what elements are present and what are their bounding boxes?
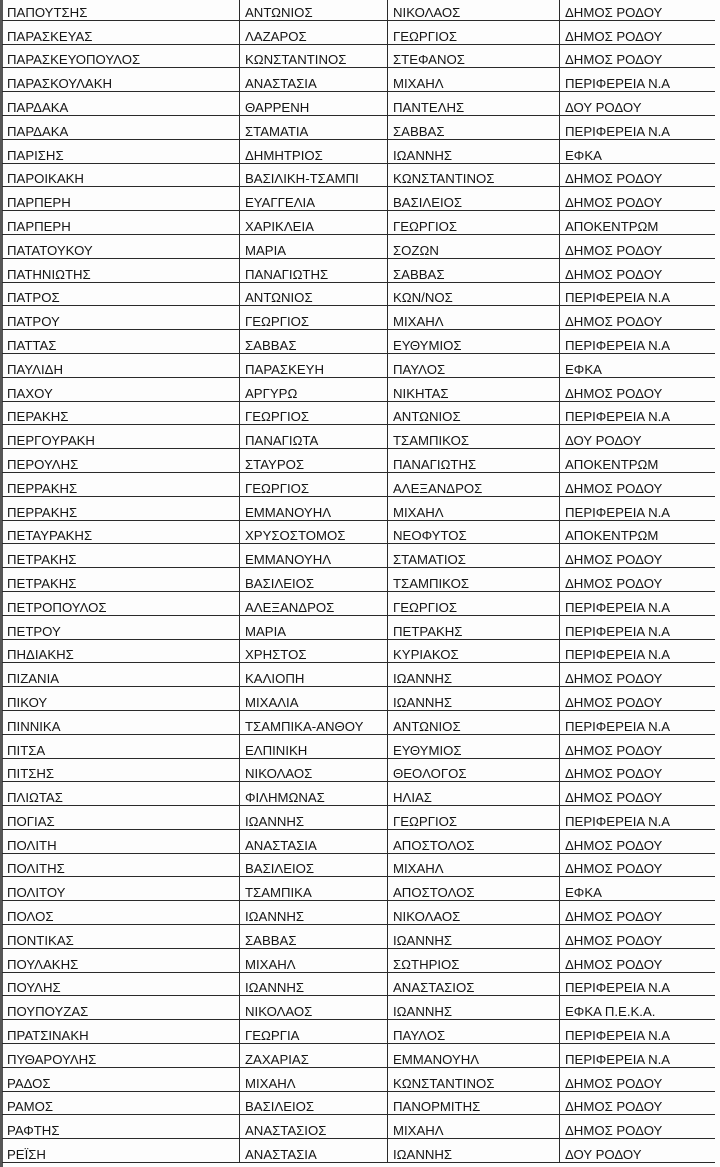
father-name-cell: ΝΙΚΗΤΑΣ <box>388 377 560 401</box>
father-name-cell: ΠΑΝΑΓΙΩΤΗΣ <box>388 449 560 473</box>
surname-cell: ΠΑΤΤΑΣ <box>2 330 240 354</box>
service-cell: ΕΦΚΑ <box>560 139 716 163</box>
first-name-cell: ΓΕΩΡΓΙΟΣ <box>240 401 388 425</box>
surname-cell: ΠΙΤΣΗΣ <box>2 758 240 782</box>
service-cell: ΕΦΚΑ <box>560 877 716 901</box>
father-name-cell: ΠΑΥΛΟΣ <box>388 1020 560 1044</box>
first-name-cell: ΧΡΗΣΤΟΣ <box>240 639 388 663</box>
service-cell: ΔΗΜΟΣ ΡΟΔΟΥ <box>560 234 716 258</box>
table-row <box>2 425 715 449</box>
surname-cell: ΠΛΙΩΤΑΣ <box>2 782 240 806</box>
service-cell: ΔΗΜΟΣ ΡΟΔΟΥ <box>560 758 716 782</box>
first-name-cell: ΚΑΛΙΟΠΗ <box>240 663 388 687</box>
surname-cell: ΠΕΤΡΑΚΗΣ <box>2 568 240 592</box>
service-cell: ΕΦΚΑ <box>560 353 716 377</box>
father-name-cell: ΑΠΟΣΤΟΛΟΣ <box>388 877 560 901</box>
service-cell: ΠΕΡΙΦΕΡΕΙΑ Ν.Α <box>560 972 716 996</box>
service-cell: ΠΕΡΙΦΕΡΕΙΑ Ν.Α <box>560 710 716 734</box>
father-name-cell: ΠΕΤΡΑΚΗΣ <box>388 615 560 639</box>
father-name-cell: ΠΑΥΛΟΣ <box>388 353 560 377</box>
table-row <box>2 234 715 258</box>
first-name-cell: ΒΑΣΙΛΕΙΟΣ <box>240 1091 388 1115</box>
surname-cell: ΠΑΠΟΥΤΣΗΣ <box>2 0 240 20</box>
first-name-cell: ΠΑΝΑΓΙΩΤΗΣ <box>240 258 388 282</box>
table-row <box>2 687 715 711</box>
father-name-cell: ΚΥΡΙΑΚΟΣ <box>388 639 560 663</box>
surname-cell: ΠΑΥΛΙΔΗ <box>2 353 240 377</box>
first-name-cell: ΣΑΒΒΑΣ <box>240 925 388 949</box>
first-name-cell: ΑΝΤΩΝΙΟΣ <box>240 282 388 306</box>
surname-cell: ΠΑΡΔΑΚΑ <box>2 115 240 139</box>
table-row <box>2 20 715 44</box>
first-name-cell: ΕΜΜΑΝΟΥΗΛ <box>240 544 388 568</box>
table-row <box>2 639 715 663</box>
table-row <box>2 925 715 949</box>
father-name-cell: ΜΙΧΑΗΛ <box>388 1115 560 1139</box>
service-cell: ΠΕΡΙΦΕΡΕΙΑ Ν.Α <box>560 282 716 306</box>
first-name-cell: ΓΕΩΡΓΙΟΣ <box>240 306 388 330</box>
father-name-cell: ΗΛΙΑΣ <box>388 782 560 806</box>
father-name-cell: ΙΩΑΝΝΗΣ <box>388 139 560 163</box>
service-cell: ΔΗΜΟΣ ΡΟΔΟΥ <box>560 829 716 853</box>
table-row <box>2 449 715 473</box>
father-name-cell: ΙΩΑΝΝΗΣ <box>388 996 560 1020</box>
service-cell: ΔΗΜΟΣ ΡΟΔΟΥ <box>560 1091 716 1115</box>
father-name-cell: ΜΙΧΑΗΛ <box>388 496 560 520</box>
table-row <box>2 211 715 235</box>
table-row <box>2 1067 715 1091</box>
table-row <box>2 306 715 330</box>
father-name-cell: ΣΟΖΩΝ <box>388 234 560 258</box>
table-row <box>2 996 715 1020</box>
surname-cell: ΠΟΛΙΤΗΣ <box>2 853 240 877</box>
first-name-cell: ΜΑΡΙΑ <box>240 615 388 639</box>
first-name-cell: ΑΝΑΣΤΑΣΙΑ <box>240 829 388 853</box>
table-row <box>2 877 715 901</box>
first-name-cell: ΧΡΥΣΟΣΤΟΜΟΣ <box>240 520 388 544</box>
table-row <box>2 1044 715 1068</box>
service-cell: ΔΗΜΟΣ ΡΟΔΟΥ <box>560 544 716 568</box>
father-name-cell: ΕΥΘΥΜΙΟΣ <box>388 330 560 354</box>
service-cell: ΔΗΜΟΣ ΡΟΔΟΥ <box>560 163 716 187</box>
service-cell: ΔΗΜΟΣ ΡΟΔΟΥ <box>560 306 716 330</box>
surname-cell: ΠΑΡΔΑΚΑ <box>2 92 240 116</box>
surname-cell: ΠΕΤΡΟΥ <box>2 615 240 639</box>
surname-cell: ΠΑΡΑΣΚΕΥΑΣ <box>2 20 240 44</box>
table-row <box>2 353 715 377</box>
father-name-cell: ΙΩΑΝΝΗΣ <box>388 925 560 949</box>
service-cell: ΠΕΡΙΦΕΡΕΙΑ Ν.Α <box>560 1020 716 1044</box>
service-cell: ΔΗΜΟΣ ΡΟΔΟΥ <box>560 687 716 711</box>
surname-cell: ΠΑΤΗΝΙΩΤΗΣ <box>2 258 240 282</box>
table-row <box>2 472 715 496</box>
first-name-cell: ΤΣΑΜΠΙΚΑ <box>240 877 388 901</box>
first-name-cell: ΜΙΧΑΛΙΑ <box>240 687 388 711</box>
table-row <box>2 139 715 163</box>
table-row <box>2 377 715 401</box>
service-cell: ΔΗΜΟΣ ΡΟΔΟΥ <box>560 948 716 972</box>
surname-cell: ΠΕΡΓΟΥΡΑΚΗ <box>2 425 240 449</box>
father-name-cell: ΑΠΟΣΤΟΛΟΣ <box>388 829 560 853</box>
first-name-cell: ΜΙΧΑΗΛ <box>240 948 388 972</box>
father-name-cell: ΙΩΑΝΝΗΣ <box>388 687 560 711</box>
surname-cell: ΠΥΘΑΡΟΥΛΗΣ <box>2 1044 240 1068</box>
service-cell: ΔΗΜΟΣ ΡΟΔΟΥ <box>560 0 716 20</box>
surname-cell: ΠΑΡΑΣΚΟΥΛΑΚΗ <box>2 68 240 92</box>
surname-cell: ΠΟΝΤΙΚΑΣ <box>2 925 240 949</box>
service-cell: ΑΠΟΚΕΝΤΡΩΜ <box>560 449 716 473</box>
father-name-cell: ΓΕΩΡΓΙΟΣ <box>388 806 560 830</box>
father-name-cell: ΙΩΑΝΝΗΣ <box>388 663 560 687</box>
first-name-cell: ΑΝΑΣΤΑΣΙΑ <box>240 68 388 92</box>
service-cell: ΠΕΡΙΦΕΡΕΙΑ Ν.Α <box>560 591 716 615</box>
table-row <box>2 92 715 116</box>
table-row <box>2 615 715 639</box>
first-name-cell: ΣΤΑΜΑΤΙΑ <box>240 115 388 139</box>
service-cell: ΕΦΚΑ Π.Ε.Κ.Α. <box>560 996 716 1020</box>
service-cell: ΔΗΜΟΣ ΡΟΔΟΥ <box>560 568 716 592</box>
first-name-cell: ΕΥΑΓΓΕΛΙΑ <box>240 187 388 211</box>
surname-cell: ΠΟΥΛΗΣ <box>2 972 240 996</box>
surname-cell: ΠΑΡΟΙΚΑΚΗ <box>2 163 240 187</box>
service-cell: ΔΗΜΟΣ ΡΟΔΟΥ <box>560 734 716 758</box>
table-row <box>2 901 715 925</box>
father-name-cell: ΘΕΟΛΟΓΟΣ <box>388 758 560 782</box>
service-cell: ΠΕΡΙΦΕΡΕΙΑ Ν.Α <box>560 615 716 639</box>
table-row <box>2 520 715 544</box>
service-cell: ΔΗΜΟΣ ΡΟΔΟΥ <box>560 187 716 211</box>
employee-table-body <box>2 0 715 1163</box>
service-cell: ΔΗΜΟΣ ΡΟΔΟΥ <box>560 925 716 949</box>
surname-cell: ΠΗΔΙΑΚΗΣ <box>2 639 240 663</box>
father-name-cell: ΜΙΧΑΗΛ <box>388 306 560 330</box>
first-name-cell: ΔΗΜΗΤΡΙΟΣ <box>240 139 388 163</box>
father-name-cell: ΤΣΑΜΠΙΚΟΣ <box>388 425 560 449</box>
service-cell: ΔΗΜΟΣ ΡΟΔΟΥ <box>560 20 716 44</box>
surname-cell: ΠΡΑΤΣΙΝΑΚΗ <box>2 1020 240 1044</box>
first-name-cell: ΙΩΑΝΝΗΣ <box>240 972 388 996</box>
service-cell: ΔΟΥ ΡΟΔΟΥ <box>560 92 716 116</box>
first-name-cell: ΕΜΜΑΝΟΥΗΛ <box>240 496 388 520</box>
service-cell: ΔΗΜΟΣ ΡΟΔΟΥ <box>560 1067 716 1091</box>
father-name-cell: ΝΙΚΟΛΑΟΣ <box>388 901 560 925</box>
service-cell: ΠΕΡΙΦΕΡΕΙΑ Ν.Α <box>560 639 716 663</box>
father-name-cell: ΒΑΣΙΛΕΙΟΣ <box>388 187 560 211</box>
father-name-cell: ΠΑΝΟΡΜΙΤΗΣ <box>388 1091 560 1115</box>
first-name-cell: ΝΙΚΟΛΑΟΣ <box>240 996 388 1020</box>
father-name-cell: ΓΕΩΡΓΙΟΣ <box>388 211 560 235</box>
surname-cell: ΠΑΡΠΕΡΗ <box>2 187 240 211</box>
service-cell: ΔΗΜΟΣ ΡΟΔΟΥ <box>560 782 716 806</box>
first-name-cell: ΑΝΑΣΤΑΣΙΟΣ <box>240 1115 388 1139</box>
father-name-cell: ΑΝΑΣΤΑΣΙΟΣ <box>388 972 560 996</box>
father-name-cell: ΚΩΝΣΤΑΝΤΙΝΟΣ <box>388 1067 560 1091</box>
table-row <box>2 401 715 425</box>
first-name-cell: ΑΝΤΩΝΙΟΣ <box>240 0 388 20</box>
father-name-cell: ΜΙΧΑΗΛ <box>388 68 560 92</box>
table-row <box>2 282 715 306</box>
surname-cell: ΠΙΝΝΙΚΑ <box>2 710 240 734</box>
father-name-cell: ΣΤΕΦΑΝΟΣ <box>388 44 560 68</box>
table-row <box>2 544 715 568</box>
table-row <box>2 972 715 996</box>
first-name-cell: ΠΑΡΑΣΚΕΥΗ <box>240 353 388 377</box>
first-name-cell: ΣΤΑΥΡΟΣ <box>240 449 388 473</box>
service-cell: ΑΠΟΚΕΝΤΡΩΜ <box>560 211 716 235</box>
first-name-cell: ΦΙΛΗΜΩΝΑΣ <box>240 782 388 806</box>
table-row <box>2 163 715 187</box>
table-row <box>2 948 715 972</box>
table-row <box>2 258 715 282</box>
father-name-cell: ΓΕΩΡΓΙΟΣ <box>388 591 560 615</box>
first-name-cell: ΚΩΝΣΤΑΝΤΙΝΟΣ <box>240 44 388 68</box>
surname-cell: ΠΑΡΠΕΡΗ <box>2 211 240 235</box>
first-name-cell: ΕΛΠΙΝΙΚΗ <box>240 734 388 758</box>
table-row <box>2 44 715 68</box>
first-name-cell: ΘΑΡΡΕΝΗ <box>240 92 388 116</box>
surname-cell: ΠΟΥΠΟΥΖΑΣ <box>2 996 240 1020</box>
surname-cell: ΠΑΡΙΣΗΣ <box>2 139 240 163</box>
table-row <box>2 1091 715 1115</box>
father-name-cell: ΝΙΚΟΛΑΟΣ <box>388 0 560 20</box>
father-name-cell: ΤΣΑΜΠΙΚΟΣ <box>388 568 560 592</box>
service-cell: ΔΗΜΟΣ ΡΟΔΟΥ <box>560 663 716 687</box>
surname-cell: ΠΑΧΟΥ <box>2 377 240 401</box>
surname-cell: ΠΕΤΡΟΠΟΥΛΟΣ <box>2 591 240 615</box>
surname-cell: ΠΟΛΙΤΟΥ <box>2 877 240 901</box>
first-name-cell: ΑΡΓΥΡΩ <box>240 377 388 401</box>
first-name-cell: ΝΙΚΟΛΑΟΣ <box>240 758 388 782</box>
father-name-cell: ΕΥΘΥΜΙΟΣ <box>388 734 560 758</box>
table-row <box>2 115 715 139</box>
father-name-cell: ΕΜΜΑΝΟΥΗΛ <box>388 1044 560 1068</box>
surname-cell: ΠΕΡΡΑΚΗΣ <box>2 472 240 496</box>
table-row <box>2 187 715 211</box>
surname-cell: ΠΟΥΛΑΚΗΣ <box>2 948 240 972</box>
first-name-cell: ΧΑΡΙΚΛΕΙΑ <box>240 211 388 235</box>
first-name-cell: ΖΑΧΑΡΙΑΣ <box>240 1044 388 1068</box>
surname-cell: ΠΟΛΟΣ <box>2 901 240 925</box>
surname-cell: ΠΑΤΡΟΣ <box>2 282 240 306</box>
surname-cell: ΡΑΔΟΣ <box>2 1067 240 1091</box>
father-name-cell: ΣΤΑΜΑΤΙΟΣ <box>388 544 560 568</box>
father-name-cell: ΜΙΧΑΗΛ <box>388 853 560 877</box>
father-name-cell: ΑΝΤΩΝΙΟΣ <box>388 710 560 734</box>
first-name-cell: ΓΕΩΡΓΙΑ <box>240 1020 388 1044</box>
service-cell: ΠΕΡΙΦΕΡΕΙΑ Ν.Α <box>560 330 716 354</box>
surname-cell: ΡΕΪΣΗ <box>2 1139 240 1163</box>
surname-cell: ΠΙΖΑΝΙΑ <box>2 663 240 687</box>
surname-cell: ΡΑΜΟΣ <box>2 1091 240 1115</box>
first-name-cell: ΓΕΩΡΓΙΟΣ <box>240 472 388 496</box>
service-cell: ΠΕΡΙΦΕΡΕΙΑ Ν.Α <box>560 68 716 92</box>
table-row <box>2 734 715 758</box>
first-name-cell: ΣΑΒΒΑΣ <box>240 330 388 354</box>
surname-cell: ΠΙΤΣΑ <box>2 734 240 758</box>
service-cell: ΠΕΡΙΦΕΡΕΙΑ Ν.Α <box>560 806 716 830</box>
father-name-cell: ΑΝΤΩΝΙΟΣ <box>388 401 560 425</box>
table-row <box>2 710 715 734</box>
service-cell: ΔΗΜΟΣ ΡΟΔΟΥ <box>560 472 716 496</box>
surname-cell: ΠΑΤΑΤΟΥΚΟΥ <box>2 234 240 258</box>
table-row <box>2 591 715 615</box>
table-row <box>2 806 715 830</box>
first-name-cell: ΑΛΕΞΑΝΔΡΟΣ <box>240 591 388 615</box>
first-name-cell: ΒΑΣΙΛΕΙΟΣ <box>240 568 388 592</box>
table-row <box>2 0 715 20</box>
surname-cell: ΡΑΦΤΗΣ <box>2 1115 240 1139</box>
table-row <box>2 1115 715 1139</box>
first-name-cell: ΜΙΧΑΗΛ <box>240 1067 388 1091</box>
father-name-cell: ΚΩΝΣΤΑΝΤΙΝΟΣ <box>388 163 560 187</box>
father-name-cell: ΑΛΕΞΑΝΔΡΟΣ <box>388 472 560 496</box>
first-name-cell: ΒΑΣΙΛΙΚΗ-ΤΣΑΜΠΙ <box>240 163 388 187</box>
service-cell: ΔΗΜΟΣ ΡΟΔΟΥ <box>560 901 716 925</box>
surname-cell: ΠΑΤΡΟΥ <box>2 306 240 330</box>
father-name-cell: ΣΑΒΒΑΣ <box>388 115 560 139</box>
service-cell: ΔΗΜΟΣ ΡΟΔΟΥ <box>560 1115 716 1139</box>
service-cell: ΔΗΜΟΣ ΡΟΔΟΥ <box>560 853 716 877</box>
service-cell: ΔΟΥ ΡΟΔΟΥ <box>560 1139 716 1163</box>
surname-cell: ΠΕΤΑΥΡΑΚΗΣ <box>2 520 240 544</box>
table-row <box>2 568 715 592</box>
table-row <box>2 829 715 853</box>
table-row <box>2 663 715 687</box>
first-name-cell: ΜΑΡΙΑ <box>240 234 388 258</box>
table-row <box>2 68 715 92</box>
table-row <box>2 496 715 520</box>
table-row <box>2 782 715 806</box>
first-name-cell: ΤΣΑΜΠΙΚΑ-ΑΝΘΟΥ <box>240 710 388 734</box>
service-cell: ΠΕΡΙΦΕΡΕΙΑ Ν.Α <box>560 496 716 520</box>
service-cell: ΠΕΡΙΦΕΡΕΙΑ Ν.Α <box>560 1044 716 1068</box>
surname-cell: ΠΕΡΡΑΚΗΣ <box>2 496 240 520</box>
first-name-cell: ΙΩΑΝΝΗΣ <box>240 901 388 925</box>
surname-cell: ΠΙΚΟΥ <box>2 687 240 711</box>
father-name-cell: ΓΕΩΡΓΙΟΣ <box>388 20 560 44</box>
service-cell: ΠΕΡΙΦΕΡΕΙΑ Ν.Α <box>560 401 716 425</box>
employee-table <box>2 0 715 1163</box>
table-row <box>2 1139 715 1163</box>
father-name-cell: ΣΩΤΗΡΙΟΣ <box>388 948 560 972</box>
father-name-cell: ΙΩΑΝΝΗΣ <box>388 1139 560 1163</box>
first-name-cell: ΑΝΑΣΤΑΣΙΑ <box>240 1139 388 1163</box>
first-name-cell: ΙΩΑΝΝΗΣ <box>240 806 388 830</box>
service-cell: ΔΟΥ ΡΟΔΟΥ <box>560 425 716 449</box>
surname-cell: ΠΕΤΡΑΚΗΣ <box>2 544 240 568</box>
surname-cell: ΠΟΓΙΑΣ <box>2 806 240 830</box>
first-name-cell: ΛΑΖΑΡΟΣ <box>240 20 388 44</box>
surname-cell: ΠΕΡΟΥΛΗΣ <box>2 449 240 473</box>
service-cell: ΔΗΜΟΣ ΡΟΔΟΥ <box>560 258 716 282</box>
table-row <box>2 853 715 877</box>
first-name-cell: ΠΑΝΑΓΙΩΤΑ <box>240 425 388 449</box>
first-name-cell: ΒΑΣΙΛΕΙΟΣ <box>240 853 388 877</box>
surname-cell: ΠΕΡΑΚΗΣ <box>2 401 240 425</box>
surname-cell: ΠΑΡΑΣΚΕΥΟΠΟΥΛΟΣ <box>2 44 240 68</box>
service-cell: ΑΠΟΚΕΝΤΡΩΜ <box>560 520 716 544</box>
table-row <box>2 758 715 782</box>
father-name-cell: ΣΑΒΒΑΣ <box>388 258 560 282</box>
service-cell: ΔΗΜΟΣ ΡΟΔΟΥ <box>560 377 716 401</box>
father-name-cell: ΝΕΟΦΥΤΟΣ <box>388 520 560 544</box>
father-name-cell: ΠΑΝΤΕΛΗΣ <box>388 92 560 116</box>
table-row <box>2 330 715 354</box>
table-row <box>2 1020 715 1044</box>
service-cell: ΔΗΜΟΣ ΡΟΔΟΥ <box>560 44 716 68</box>
father-name-cell: ΚΩΝ/ΝΟΣ <box>388 282 560 306</box>
service-cell: ΠΕΡΙΦΕΡΕΙΑ Ν.Α <box>560 115 716 139</box>
surname-cell: ΠΟΛΙΤΗ <box>2 829 240 853</box>
